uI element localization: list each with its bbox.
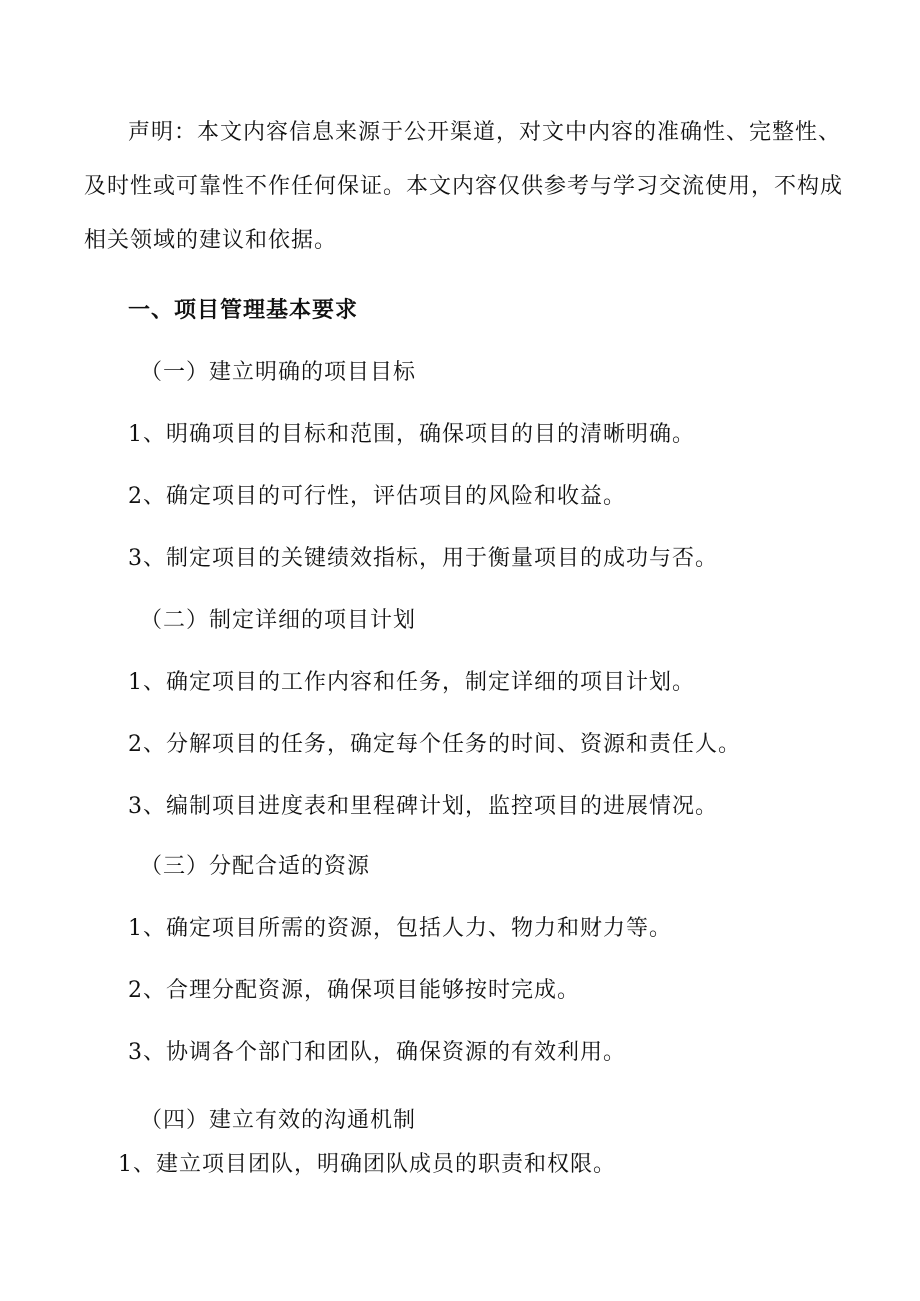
section-heading: 一、项目管理基本要求 [128,298,359,323]
subsection-heading-3: （三）分配合适的资源 [140,854,371,879]
list-item: 3、制定项目的关键绩效指标，用于衡量项目的成功与否。 [128,546,718,571]
subsection-heading-1: （一）建立明确的项目目标 [140,360,417,385]
disclaimer-line-3: 相关领域的建议和依据。 [84,228,338,253]
list-item: 3、编制项目进度表和里程碑计划，监控项目的进展情况。 [128,794,718,819]
list-item: 2、分解项目的任务，确定每个任务的时间、资源和责任人。 [128,732,741,757]
list-item: 2、合理分配资源，确保项目能够按时完成。 [128,978,580,1003]
subsection-heading-2: （二）制定详细的项目计划 [140,608,417,633]
list-item: 3、协调各个部门和团队，确保资源的有效利用。 [128,1040,626,1065]
subsection-heading-4: （四）建立有效的沟通机制 [140,1108,417,1133]
disclaimer-line-2: 及时性或可靠性不作任何保证。本文内容仅供参考与学习交流使用，不构成 [84,174,844,199]
list-item: 1、确定项目的工作内容和任务，制定详细的项目计划。 [128,670,695,695]
list-item: 1、明确项目的目标和范围，确保项目的目的清晰明确。 [128,422,695,447]
list-item: 1、确定项目所需的资源，包括人力、物力和财力等。 [128,916,672,941]
list-item: 1、建立项目团队，明确团队成员的职责和权限。 [118,1152,616,1177]
disclaimer-line-1: 声明：本文内容信息来源于公开渠道，对文中内容的准确性、完整性、 [128,120,842,145]
list-item: 2、确定项目的可行性，评估项目的风险和收益。 [128,484,626,509]
